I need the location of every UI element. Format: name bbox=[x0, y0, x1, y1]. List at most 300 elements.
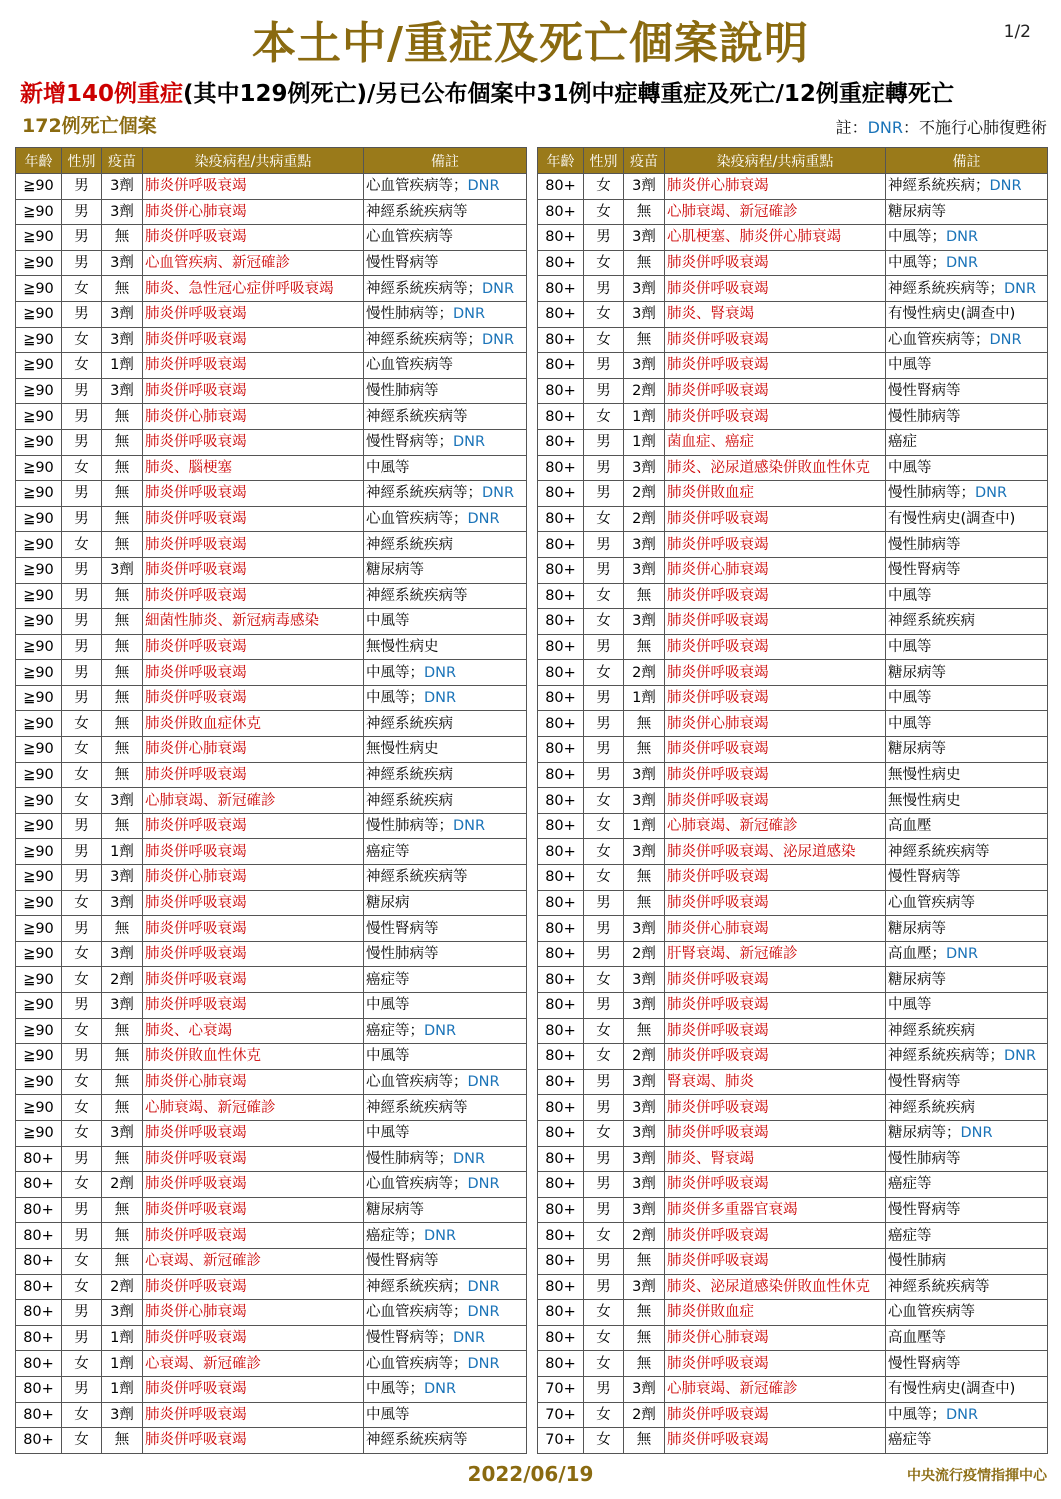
table-row bbox=[538, 404, 1048, 430]
age-cell: 80+ bbox=[538, 839, 584, 865]
sex-cell: 女 bbox=[584, 788, 624, 814]
remarks-cell bbox=[886, 967, 1048, 993]
sex-cell: 男 bbox=[62, 1376, 102, 1402]
course-cell: 肺炎併呼吸衰竭 bbox=[665, 276, 886, 302]
age-cell: 70+ bbox=[538, 1428, 584, 1454]
remarks-text: 癌症等 bbox=[366, 1227, 410, 1244]
vaccine-cell: 無 bbox=[624, 1351, 665, 1377]
remarks-text: 神經系統疾病 bbox=[366, 1278, 453, 1295]
sex-cell: 男 bbox=[584, 481, 624, 507]
remarks-text: 有慢性病史(調查中) bbox=[888, 1381, 1016, 1398]
vaccine-cell: 無 bbox=[102, 583, 143, 609]
remarks-text: 神經系統疾病等 bbox=[888, 843, 990, 860]
course-cell: 肺炎併呼吸衰竭 bbox=[143, 967, 364, 993]
remarks-cell bbox=[886, 1095, 1048, 1121]
remarks-cell bbox=[886, 634, 1048, 660]
sex-cell: 女 bbox=[62, 1069, 102, 1095]
course-cell: 心肺衰竭、新冠確診 bbox=[665, 813, 886, 839]
vaccine-cell: 3劑 bbox=[102, 1120, 143, 1146]
vaccine-cell: 無 bbox=[624, 634, 665, 660]
course-cell: 肺炎、腎衰竭 bbox=[665, 1146, 886, 1172]
vaccine-cell: 無 bbox=[102, 1095, 143, 1121]
course-cell: 肺炎併呼吸衰竭 bbox=[665, 993, 886, 1019]
course-cell: 肺炎併敗血症休克 bbox=[143, 711, 364, 737]
table-row bbox=[538, 506, 1048, 532]
age-cell: 80+ bbox=[16, 1325, 62, 1351]
sex-cell: 女 bbox=[62, 1095, 102, 1121]
remarks-cell: 癌症等；DNR bbox=[364, 1018, 527, 1044]
vaccine-cell: 3劑 bbox=[624, 1120, 665, 1146]
vaccine-cell: 無 bbox=[624, 1248, 665, 1274]
table-row bbox=[538, 1300, 1048, 1326]
remarks-text: 中風等 bbox=[366, 1048, 410, 1065]
note-suffix: ：不施行心肺復甦術 bbox=[902, 118, 1047, 137]
course-cell: 肺炎併呼吸衰竭 bbox=[143, 916, 364, 942]
age-cell: ≧90 bbox=[16, 506, 62, 532]
course-cell: 肺炎併呼吸衰竭 bbox=[665, 1018, 886, 1044]
course-cell: 心肌梗塞、肺炎併心肺衰竭 bbox=[665, 225, 886, 251]
remarks-text: 中風等 bbox=[888, 997, 932, 1014]
vaccine-cell: 3劑 bbox=[624, 1274, 665, 1300]
table-row bbox=[538, 1351, 1048, 1377]
vaccine-cell: 無 bbox=[624, 1428, 665, 1454]
remarks-text: 神經系統疾病等 bbox=[366, 1099, 468, 1116]
vaccine-cell: 無 bbox=[624, 583, 665, 609]
age-cell: 80+ bbox=[538, 1044, 584, 1070]
remarks-text: 糖尿病等 bbox=[888, 741, 946, 758]
dnr-tag: DNR bbox=[989, 331, 1022, 348]
age-cell: 80+ bbox=[538, 378, 584, 404]
vaccine-cell: 2劑 bbox=[624, 1402, 665, 1428]
remarks-cell bbox=[364, 199, 527, 225]
remarks-text: 心血管疾病等 bbox=[366, 1304, 453, 1321]
age-cell: 80+ bbox=[16, 1351, 62, 1377]
remarks-text: 糖尿病 bbox=[366, 894, 410, 911]
sex-cell: 男 bbox=[584, 276, 624, 302]
vaccine-cell: 2劑 bbox=[624, 1223, 665, 1249]
remarks-text: 慢性腎病等 bbox=[366, 920, 439, 937]
remarks-text: 高血壓 bbox=[888, 818, 932, 835]
table-row bbox=[16, 583, 527, 609]
table-row bbox=[16, 557, 527, 583]
table-row bbox=[16, 1018, 527, 1044]
age-cell: ≧90 bbox=[16, 481, 62, 507]
age-cell: ≧90 bbox=[16, 404, 62, 430]
remarks-text: 心血管疾病等 bbox=[888, 331, 975, 348]
remarks-text: 神經系統疾病 bbox=[888, 613, 975, 630]
dnr-tag: DNR bbox=[482, 280, 515, 297]
sex-cell: 女 bbox=[62, 455, 102, 481]
table-row bbox=[538, 1172, 1048, 1198]
remarks-cell: 神經系統疾病等；DNR bbox=[364, 276, 527, 302]
sex-cell: 男 bbox=[62, 301, 102, 327]
course-cell: 肺炎併心肺衰竭 bbox=[665, 711, 886, 737]
course-cell: 肺炎、心衰竭 bbox=[143, 1018, 364, 1044]
vaccine-cell: 無 bbox=[102, 455, 143, 481]
course-cell: 肺炎併呼吸衰竭 bbox=[665, 634, 886, 660]
remarks-text: 中風等 bbox=[888, 1406, 932, 1423]
vaccine-cell: 1劑 bbox=[624, 429, 665, 455]
remarks-cell bbox=[364, 250, 527, 276]
vaccine-cell: 2劑 bbox=[102, 1172, 143, 1198]
vaccine-cell: 1劑 bbox=[102, 353, 143, 379]
remarks-text: 中風等 bbox=[888, 587, 932, 604]
sex-cell: 男 bbox=[62, 1300, 102, 1326]
remarks-cell bbox=[886, 762, 1048, 788]
sex-cell: 男 bbox=[62, 199, 102, 225]
remarks-text: 糖尿病等 bbox=[888, 1125, 946, 1142]
subtitle-new-cases: 新增140例重症 bbox=[20, 81, 184, 107]
table-row bbox=[538, 1146, 1048, 1172]
vaccine-cell: 3劑 bbox=[624, 839, 665, 865]
sex-cell: 女 bbox=[62, 1428, 102, 1454]
dnr-tag: DNR bbox=[424, 1381, 457, 1398]
course-cell: 肺炎併敗血症 bbox=[665, 1300, 886, 1326]
course-cell: 肺炎併呼吸衰竭 bbox=[143, 762, 364, 788]
sex-cell: 男 bbox=[62, 557, 102, 583]
remarks-text: 糖尿病等 bbox=[888, 920, 946, 937]
course-cell: 肺炎併敗血性休克 bbox=[143, 1044, 364, 1070]
remarks-cell bbox=[364, 967, 527, 993]
vaccine-cell: 3劑 bbox=[102, 174, 143, 200]
dnr-tag: DNR bbox=[467, 1176, 500, 1193]
remarks-text: 神經系統疾病 bbox=[366, 715, 453, 732]
vaccine-cell: 2劑 bbox=[624, 481, 665, 507]
age-cell: 80+ bbox=[538, 865, 584, 891]
vaccine-cell: 3劑 bbox=[102, 378, 143, 404]
age-cell: ≧90 bbox=[16, 327, 62, 353]
table-row bbox=[16, 1248, 527, 1274]
vaccine-cell: 2劑 bbox=[624, 378, 665, 404]
remarks-cell bbox=[364, 1120, 527, 1146]
col-vaccine: 疫苗 bbox=[624, 148, 665, 174]
course-cell: 肺炎併呼吸衰竭 bbox=[143, 378, 364, 404]
vaccine-cell: 3劑 bbox=[624, 532, 665, 558]
age-cell: ≧90 bbox=[16, 685, 62, 711]
course-cell: 肺炎、腎衰竭 bbox=[665, 301, 886, 327]
vaccine-cell: 3劑 bbox=[624, 301, 665, 327]
course-cell: 肺炎併呼吸衰竭 bbox=[143, 429, 364, 455]
vaccine-cell: 無 bbox=[102, 532, 143, 558]
sex-cell: 男 bbox=[584, 762, 624, 788]
table-row bbox=[16, 1172, 527, 1198]
course-cell: 心肺衰竭、新冠確診 bbox=[143, 1095, 364, 1121]
age-cell: ≧90 bbox=[16, 967, 62, 993]
remarks-cell bbox=[886, 1172, 1048, 1198]
course-cell: 肺炎併呼吸衰竭 bbox=[143, 327, 364, 353]
remarks-cell: 心血管疾病等；DNR bbox=[364, 1172, 527, 1198]
remarks-cell bbox=[886, 1428, 1048, 1454]
age-cell: 80+ bbox=[16, 1428, 62, 1454]
age-cell: 80+ bbox=[538, 404, 584, 430]
remarks-text: 神經系統疾病 bbox=[366, 792, 453, 809]
remarks-cell bbox=[364, 839, 527, 865]
course-cell: 肺炎併呼吸衰竭 bbox=[143, 225, 364, 251]
issuing-org: 中央流行疫情指揮中心 bbox=[907, 1468, 1047, 1484]
remarks-text: 中風等 bbox=[888, 255, 932, 272]
age-cell: 80+ bbox=[538, 276, 584, 302]
vaccine-cell: 無 bbox=[102, 813, 143, 839]
dnr-note bbox=[836, 117, 1047, 139]
table-row bbox=[16, 353, 527, 379]
sex-cell: 男 bbox=[584, 1172, 624, 1198]
vaccine-cell: 3劑 bbox=[624, 1069, 665, 1095]
dnr-tag: DNR bbox=[946, 1406, 979, 1423]
course-cell: 心血管疾病、新冠確診 bbox=[143, 250, 364, 276]
sex-cell: 男 bbox=[62, 865, 102, 891]
page-title: 本土中/重症及死亡個案說明 bbox=[251, 18, 810, 69]
dnr-tag: DNR bbox=[424, 1022, 457, 1039]
remarks-text: 糖尿病等 bbox=[888, 971, 946, 988]
vaccine-cell: 無 bbox=[102, 1018, 143, 1044]
sex-cell: 女 bbox=[62, 276, 102, 302]
table-row bbox=[16, 404, 527, 430]
remarks-cell bbox=[364, 993, 527, 1019]
remarks-cell bbox=[364, 916, 527, 942]
sex-cell: 男 bbox=[62, 583, 102, 609]
remarks-cell bbox=[886, 1069, 1048, 1095]
table-row bbox=[538, 481, 1048, 507]
table-row bbox=[16, 967, 527, 993]
age-cell: ≧90 bbox=[16, 455, 62, 481]
remarks-cell bbox=[886, 301, 1048, 327]
remarks-text: 慢性腎病等 bbox=[366, 255, 439, 272]
table-row bbox=[16, 1300, 527, 1326]
table-row bbox=[538, 660, 1048, 686]
remarks-text: 心血管疾病等 bbox=[366, 1074, 453, 1091]
table-row bbox=[16, 378, 527, 404]
remarks-cell bbox=[886, 685, 1048, 711]
age-cell: 70+ bbox=[538, 1402, 584, 1428]
table-row bbox=[16, 506, 527, 532]
remarks-cell bbox=[364, 404, 527, 430]
cases-table-left bbox=[15, 147, 527, 1454]
remarks-text: 癌症 bbox=[888, 434, 917, 451]
table-row bbox=[538, 225, 1048, 251]
course-cell: 肺炎併呼吸衰竭 bbox=[665, 788, 886, 814]
remarks-cell bbox=[886, 1197, 1048, 1223]
remarks-cell: 中風等；DNR bbox=[364, 1376, 527, 1402]
age-cell: 80+ bbox=[16, 1172, 62, 1198]
vaccine-cell: 1劑 bbox=[102, 1376, 143, 1402]
remarks-text: 慢性肺病等 bbox=[366, 818, 439, 835]
course-cell: 肺炎併呼吸衰竭 bbox=[143, 634, 364, 660]
vaccine-cell: 3劑 bbox=[102, 199, 143, 225]
table-row bbox=[16, 1428, 527, 1454]
report-date: 2022/06/19 bbox=[467, 1462, 594, 1486]
course-cell: 肺炎併呼吸衰竭 bbox=[665, 1172, 886, 1198]
vaccine-cell: 3劑 bbox=[624, 1095, 665, 1121]
sex-cell: 女 bbox=[584, 967, 624, 993]
sex-cell: 男 bbox=[584, 634, 624, 660]
course-cell: 肺炎併呼吸衰竭 bbox=[665, 1428, 886, 1454]
remarks-text: 神經系統疾病等 bbox=[888, 1048, 990, 1065]
sex-cell: 男 bbox=[62, 660, 102, 686]
dnr-tag: DNR bbox=[453, 434, 486, 451]
vaccine-cell: 無 bbox=[102, 1223, 143, 1249]
sex-cell: 女 bbox=[62, 737, 102, 763]
age-cell: ≧90 bbox=[16, 941, 62, 967]
col-sex: 性別 bbox=[62, 148, 102, 174]
sex-cell: 男 bbox=[584, 737, 624, 763]
vaccine-cell: 3劑 bbox=[624, 788, 665, 814]
age-cell: 80+ bbox=[538, 1197, 584, 1223]
age-cell: ≧90 bbox=[16, 583, 62, 609]
course-cell: 菌血症、癌症 bbox=[665, 429, 886, 455]
sex-cell: 男 bbox=[584, 993, 624, 1019]
sex-cell: 男 bbox=[62, 634, 102, 660]
remarks-text: 心血管疾病等 bbox=[366, 357, 453, 374]
remarks-cell bbox=[886, 1300, 1048, 1326]
remarks-cell bbox=[886, 532, 1048, 558]
sex-cell: 女 bbox=[62, 1248, 102, 1274]
remarks-cell bbox=[364, 532, 527, 558]
age-cell: 80+ bbox=[538, 1248, 584, 1274]
age-cell: 80+ bbox=[538, 1120, 584, 1146]
remarks-text: 慢性腎病等 bbox=[888, 1355, 961, 1372]
course-cell: 肺炎併心肺衰竭 bbox=[143, 1069, 364, 1095]
vaccine-cell: 無 bbox=[102, 276, 143, 302]
remarks-text: 中風等 bbox=[888, 690, 932, 707]
sex-cell: 男 bbox=[584, 353, 624, 379]
age-cell: 80+ bbox=[538, 941, 584, 967]
subtitle bbox=[20, 78, 1050, 110]
remarks-text: 心血管疾病等 bbox=[888, 894, 975, 911]
age-cell: ≧90 bbox=[16, 1069, 62, 1095]
sex-cell: 男 bbox=[584, 941, 624, 967]
remarks-text: 慢性腎病等 bbox=[888, 562, 961, 579]
vaccine-cell: 無 bbox=[624, 1300, 665, 1326]
remarks-text: 糖尿病等 bbox=[366, 562, 424, 579]
table-row bbox=[16, 276, 527, 302]
death-count: 172例死亡個案 bbox=[22, 115, 157, 137]
remarks-text: 慢性肺病等 bbox=[888, 485, 961, 502]
vaccine-cell: 無 bbox=[102, 1044, 143, 1070]
remarks-cell bbox=[886, 609, 1048, 635]
remarks-text: 高血壓 bbox=[888, 946, 932, 963]
remarks-text: 神經系統疾病 bbox=[888, 1099, 975, 1116]
vaccine-cell: 3劑 bbox=[624, 993, 665, 1019]
table-row bbox=[538, 455, 1048, 481]
remarks-text: 中風等 bbox=[888, 459, 932, 476]
dnr-tag: DNR bbox=[946, 946, 979, 963]
sex-cell: 女 bbox=[584, 813, 624, 839]
remarks-text: 中風等 bbox=[366, 613, 410, 630]
sex-cell: 男 bbox=[584, 916, 624, 942]
sex-cell: 女 bbox=[584, 660, 624, 686]
sex-cell: 男 bbox=[62, 916, 102, 942]
remarks-text: 神經系統疾病等 bbox=[366, 587, 468, 604]
sex-cell: 女 bbox=[62, 353, 102, 379]
remarks-cell: 神經系統疾病等；DNR bbox=[886, 1044, 1048, 1070]
age-cell: 80+ bbox=[538, 1172, 584, 1198]
age-cell: 80+ bbox=[538, 788, 584, 814]
course-cell: 肺炎併多重器官衰竭 bbox=[665, 1197, 886, 1223]
sex-cell: 男 bbox=[62, 378, 102, 404]
age-cell: 80+ bbox=[538, 429, 584, 455]
sex-cell: 女 bbox=[584, 1044, 624, 1070]
remarks-cell bbox=[364, 788, 527, 814]
course-cell: 肺炎併呼吸衰竭 bbox=[143, 1223, 364, 1249]
dnr-tag: DNR bbox=[453, 818, 486, 835]
sex-cell: 男 bbox=[584, 429, 624, 455]
age-cell: 80+ bbox=[538, 711, 584, 737]
table-row bbox=[538, 993, 1048, 1019]
course-cell: 肺炎併敗血症 bbox=[665, 481, 886, 507]
sex-cell: 男 bbox=[62, 1044, 102, 1070]
age-cell: 80+ bbox=[538, 916, 584, 942]
remarks-cell: 慢性肺病等；DNR bbox=[364, 813, 527, 839]
age-cell: 80+ bbox=[538, 557, 584, 583]
table-row bbox=[538, 609, 1048, 635]
remarks-cell: 中風等；DNR bbox=[886, 225, 1048, 251]
age-cell: 80+ bbox=[16, 1197, 62, 1223]
remarks-cell: 慢性腎病等；DNR bbox=[364, 1325, 527, 1351]
course-cell: 腎衰竭、肺炎 bbox=[665, 1069, 886, 1095]
table-row bbox=[16, 327, 527, 353]
vaccine-cell: 無 bbox=[102, 1428, 143, 1454]
table-row bbox=[16, 1351, 527, 1377]
age-cell: ≧90 bbox=[16, 993, 62, 1019]
sex-cell: 男 bbox=[584, 711, 624, 737]
age-cell: 80+ bbox=[538, 199, 584, 225]
dnr-tag: DNR bbox=[960, 1125, 993, 1142]
age-cell: ≧90 bbox=[16, 250, 62, 276]
table-row bbox=[16, 1223, 527, 1249]
cases-table-right bbox=[537, 147, 1048, 1454]
age-cell: ≧90 bbox=[16, 711, 62, 737]
remarks-cell bbox=[364, 711, 527, 737]
vaccine-cell: 無 bbox=[102, 711, 143, 737]
age-cell: 80+ bbox=[16, 1402, 62, 1428]
course-cell: 肺炎併呼吸衰竭 bbox=[143, 685, 364, 711]
dnr-tag: DNR bbox=[1004, 1048, 1037, 1065]
table-row bbox=[538, 1428, 1048, 1454]
age-cell: 80+ bbox=[538, 967, 584, 993]
table-row bbox=[16, 301, 527, 327]
course-cell: 肺炎併心肺衰竭 bbox=[143, 404, 364, 430]
dnr-tag: DNR bbox=[467, 1074, 500, 1091]
remarks-cell bbox=[886, 813, 1048, 839]
vaccine-cell: 無 bbox=[102, 660, 143, 686]
age-cell: 80+ bbox=[16, 1223, 62, 1249]
vaccine-cell: 2劑 bbox=[624, 506, 665, 532]
sex-cell: 女 bbox=[62, 532, 102, 558]
sex-cell: 男 bbox=[62, 839, 102, 865]
sex-cell: 男 bbox=[62, 609, 102, 635]
vaccine-cell: 無 bbox=[102, 225, 143, 251]
vaccine-cell: 1劑 bbox=[624, 813, 665, 839]
table-row bbox=[16, 1095, 527, 1121]
table-row bbox=[538, 1120, 1048, 1146]
remarks-text: 心血管疾病等 bbox=[366, 1355, 453, 1372]
remarks-cell bbox=[364, 1197, 527, 1223]
remarks-cell bbox=[886, 1223, 1048, 1249]
age-cell: 80+ bbox=[538, 993, 584, 1019]
sex-cell: 女 bbox=[584, 1351, 624, 1377]
course-cell: 心衰竭、新冠確診 bbox=[143, 1351, 364, 1377]
remarks-text: 高血壓等 bbox=[888, 1330, 946, 1347]
table-row bbox=[16, 481, 527, 507]
age-cell: 80+ bbox=[538, 532, 584, 558]
remarks-cell bbox=[886, 1325, 1048, 1351]
col-sex: 性別 bbox=[584, 148, 624, 174]
course-cell: 肺炎併呼吸衰竭 bbox=[665, 1095, 886, 1121]
course-cell: 肺炎、泌尿道感染併敗血性休克 bbox=[665, 1274, 886, 1300]
course-cell: 肺炎併心肺衰竭 bbox=[143, 865, 364, 891]
table-row bbox=[538, 967, 1048, 993]
table-row bbox=[16, 890, 527, 916]
